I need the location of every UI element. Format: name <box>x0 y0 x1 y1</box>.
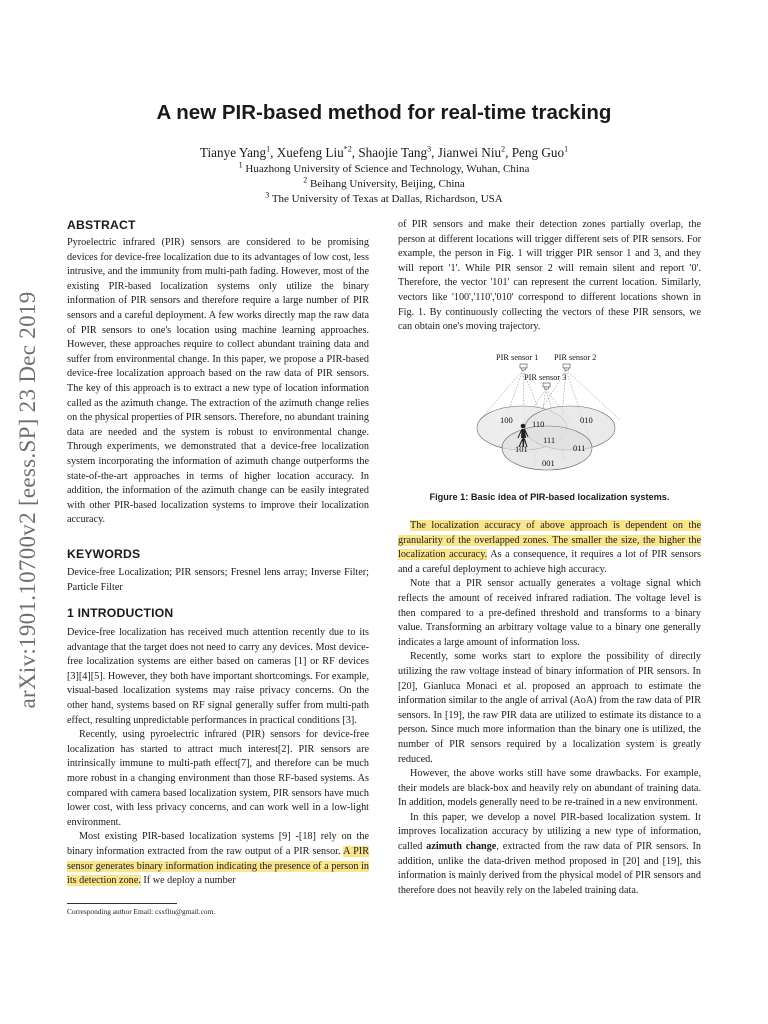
author-list: Tianye Yang$^1$, Xuefeng Liu$^{*2}$, Shaojie Tang$^3$, Jianwei Niu$^2$, Peng Guo$^1$ <box>199 144 569 160</box>
affiliation-number: 3 <box>265 190 270 200</box>
introduction-body <box>67 626 369 889</box>
body-paragraph: However, the above works still have some drawbacks. For example, their models are black-box and heavily rely on abundant of training data. In addition, models generally need to be re-trained in a new environment. <box>398 768 701 809</box>
intro-paragraph: Device-free localization has received much attention recently due to its advantage that the target does not need to carry any devices. Most device-free localization systems are either based on cameras [1] or RF devices [3][4][5]. However, they both have important shortcomings. For example, visual-based localization systems may raise privacy concerns. On the other hand, systems based on RF signal generally suffer from multi-path effect, resulting unpredictable performances in practical conditions [3]. <box>67 627 369 726</box>
abstract-text: Pyroelectric infrared (PIR) sensors are considered to be promising devices for device-free localization due to its advantages of low cost, less intrusive, and the immunity from multi-path fading. However, most of the existing PIR-based localization systems only utilize the binary information of PIR sensors and therefore require a large number of PIR sensors and a careful deployment. A few works directly map the raw data of PIR sensors to one's location using machine learning approaches. However, these approaches require to collect abundant training data and suffer from environmental change. In this paper, we propose a PIR-based device-free localization approach based on the raw data of PIR sensors. The key of this approach is to extract a new type of location information called as the azimuth change. The extraction of the azimuth change relies on the physical properties of PIR sensors. Therefore, no abundant training data are needed and the system is robust to environmental change. Through experiments, we demonstrated that a device-free localization system incorporating the information of azimuth change outperforms the state-of-the-art approaches in terms of higher location accuracy. In addition, the information of the azimuth change can be easily integrated with other PIR-based localization systems to improve their localization accuracy. <box>67 237 369 526</box>
affiliation-text: Huazhong University of Science and Technology, Wuhan, China <box>245 163 530 175</box>
body-paragraph <box>398 811 701 899</box>
pir-sensor-icon <box>563 364 570 370</box>
arxiv-identifier: arXiv:1901.10700v2 [eess.SP] 23 Dec 2019 <box>15 291 40 709</box>
zone-code: 111 <box>543 435 556 445</box>
pir-zones-figure <box>470 350 630 475</box>
abstract-body <box>67 236 369 528</box>
affiliation <box>0 160 768 175</box>
figure-caption: Figure 1: Basic idea of PIR-based localization systems. <box>429 492 670 502</box>
affiliation-text: Beihang University, Beijing, China <box>309 178 465 190</box>
abstract-heading: ABSTRACT <box>67 218 136 232</box>
affiliation <box>0 190 768 205</box>
intro-text: If we deploy a number <box>143 875 236 887</box>
body-text: , extracted from the raw data of PIR sensors. In addition, unlike the data-driven method proposed in [20] and [19], this information is mainly derived from the physical model of PIR sensors and therefore does not heavily rely on the labeled training data. <box>398 841 702 896</box>
body-paragraph <box>398 519 701 577</box>
arxiv-sidebar <box>8 220 48 780</box>
highlighted-text: A PIR sensor generates binary information indicating the presence of a person in its detection zone. <box>67 845 369 887</box>
intro-text: Most existing PIR-based localization systems [9] -[18] rely on the binary information extracted from the raw output of a PIR sensor. <box>67 831 369 857</box>
affiliation-number: 2 <box>303 175 308 185</box>
paper-title: A new PIR-based method for real-time tracking <box>156 101 612 124</box>
keywords-text: Device-free Localization; PIR sensors; Fresnel lens array; Inverse Filter; Particle Filter <box>67 567 369 593</box>
body-text: In this paper, we develop a novel PIR-based localization system. It improves localization accuracy by utilizing a new type of information, called <box>398 811 701 853</box>
zone-code: 001 <box>542 458 555 468</box>
keywords-body <box>67 566 369 595</box>
footnote: Corresponding author Email: csxfliu@gmail.com. <box>67 907 216 916</box>
body-paragraph: of PIR sensors and make their detection zones partially overlap, the person at different locations will trigger different sets of PIR sensors. For example, the person in Fig. 1 will trigger PIR sensor 1 and 3, and they will report '1'. While PIR sensor 2 will remain silent and report '0'. Therefore, the vector '101' can represent the current location. Similarly, vectors like '100','110','010' correspond to different locations shown in Fig. 1. By continuously collecting the vectors of these PIR sensors, we can obtain one's moving trajectory. <box>398 219 701 333</box>
footnote-rule <box>67 903 177 904</box>
zone-code: 110 <box>532 419 545 429</box>
author-name: Peng Guo <box>511 145 565 160</box>
affiliation-number: 1 <box>238 160 243 170</box>
author-affil-mark: 2 <box>501 144 506 154</box>
author-affil-mark: 3 <box>427 144 432 154</box>
affiliation <box>0 175 768 190</box>
author-name: Shaojie Tang <box>358 145 428 160</box>
highlighted-text: The localization accuracy of above approach is dependent on the granularity of the overlapped zones. The smaller the size, the higher the localization accuracy. <box>398 520 701 561</box>
body-paragraph: Note that a PIR sensor actually generates a voltage signal which reflects the amount of received infrared radiation. The voltage level is then compared to a pre-defined threshold and transforms to a binary value. Transforming an arbitrary voltage value to a binary one generally indicates a large amount of information loss. <box>398 578 701 648</box>
pir-sensor-icon <box>543 383 550 389</box>
intro-paragraph: Recently, using pyroelectric infrared (PIR) sensors for device-free localization has started to attract much interest[2]. PIR sensors are intrinsically immune to multi-path effect[7], and therefore can be much more robust in a changing environment than those RF-based systems. As compared with camera based localization system, PIR sensors have much lower cost, with less privacy concerns, and can work well in a low-light environment. <box>67 729 369 828</box>
zone-code: 100 <box>500 415 513 425</box>
author-affil-mark: *2 <box>343 144 352 154</box>
body-text: As a consequence, it requires a lot of PIR sensors and a careful deployment to achieve high accuracy. <box>398 549 702 575</box>
sensor-label: PIR sensor 3 <box>524 373 567 382</box>
introduction-heading: 1 INTRODUCTION <box>67 606 174 620</box>
sensor-label: PIR sensor 1 <box>496 353 539 362</box>
sensor-label: PIR sensor 2 <box>554 353 597 362</box>
author-affil-mark: 1 <box>564 144 569 154</box>
affiliation-text: The University of Texas at Dallas, Richardson, USA <box>271 193 503 205</box>
zone-code: 101 <box>515 444 528 454</box>
keywords-heading: KEYWORDS <box>67 547 141 561</box>
zone-code: 011 <box>573 443 586 453</box>
intro-paragraph <box>67 830 369 888</box>
bold-term: azimuth change <box>426 841 497 853</box>
author-affil-mark: 1 <box>266 144 271 154</box>
zone-code: 010 <box>580 415 593 425</box>
pir-sensor-icon <box>520 364 527 370</box>
right-column-top <box>398 218 701 335</box>
author-name: Jianwei Niu <box>437 145 502 160</box>
author-name: Xuefeng Liu <box>276 145 344 160</box>
body-paragraph: Recently, some works start to explore the possibility of directly utilizing the raw voltage instead of binary information of PIR sensors. In [20], Gianluca Monaci et al. proposed an approach to estimate the information similar to the angle of arrival (AoA) from the raw data of PIR sensors. In [19], the raw PIR data are utilized to estimate its distance to a person. Since much more information than the binary one is utilized, the number of PIR sensors required by a localization system is greatly reduced. <box>398 651 701 765</box>
author-name: Tianye Yang <box>199 145 267 160</box>
right-column-body <box>398 519 701 898</box>
